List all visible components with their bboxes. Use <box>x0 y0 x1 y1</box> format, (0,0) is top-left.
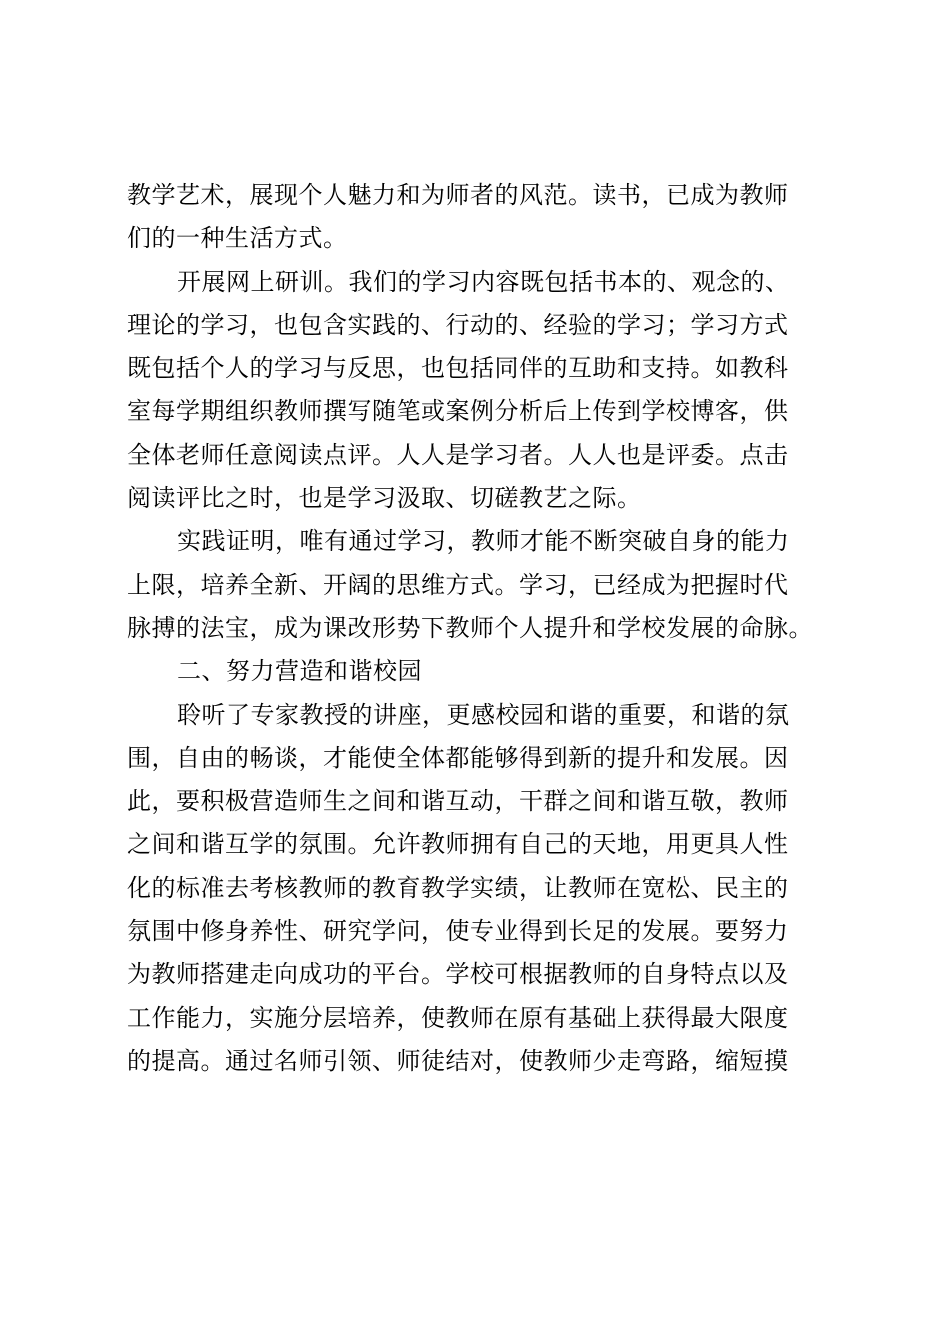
document-body <box>127 174 832 1083</box>
text-line: 的提高。通过名师引领、师徒结对，使教师少走弯路，缩短摸 <box>127 1046 789 1075</box>
text-line: 们的一种生活方式。 <box>127 224 348 253</box>
paragraph-start-line: 开展网上研训。我们的学习内容既包括书本的、观念的、 <box>177 267 790 296</box>
text-line: 工作能力，实施分层培养，使教师在原有基础上获得最大限度 <box>127 1003 789 1032</box>
text-line: 上限，培养全新、开阔的思维方式。学习，已经成为把握时代 <box>127 570 789 599</box>
text-line: 脉搏的法宝，成为课改形势下教师个人提升和学校发展的命脉。 <box>127 613 813 642</box>
text-line: 教学艺术，展现个人魅力和为师者的风范。读书，已成为教师 <box>127 181 789 209</box>
text-line: 为教师搭建走向成功的平台。学校可根据教师的自身特点以及 <box>127 960 789 989</box>
text-line: 既包括个人的学习与反思，也包括同伴的互助和支持。如教科 <box>127 354 789 383</box>
text-line: 理论的学习，也包含实践的、行动的、经验的学习；学习方式 <box>127 310 789 339</box>
text-line: 之间和谐互学的氛围。允许教师拥有自己的天地，用更具人性 <box>127 830 789 859</box>
text-line: 氛围中修身养性、研究学问，使专业得到长足的发展。要努力 <box>127 917 789 946</box>
text-line: 围，自由的畅谈，才能使全体都能够得到新的提升和发展。因 <box>127 743 789 772</box>
text-line: 全体老师任意阅读点评。人人是学习者。人人也是评委。点击 <box>127 440 789 469</box>
paragraph-start-line: 实践证明，唯有通过学习，教师才能不断突破自身的能力 <box>177 527 790 556</box>
text-line: 此，要积极营造师生之间和谐互动，干群之间和谐互敬，教师 <box>127 787 789 816</box>
text-line: 化的标准去考核教师的教育教学实绩，让教师在宽松、民主的 <box>127 873 789 902</box>
text-line: 室每学期组织教师撰写随笔或案例分析后上传到学校博客，供 <box>127 397 789 426</box>
section-heading: 二、努力营造和谐校园 <box>177 657 422 686</box>
paragraph-start-line: 聆听了专家教授的讲座，更感校园和谐的重要，和谐的氛 <box>177 700 790 729</box>
text-line: 阅读评比之时，也是学习汲取、切磋教艺之际。 <box>127 484 642 513</box>
